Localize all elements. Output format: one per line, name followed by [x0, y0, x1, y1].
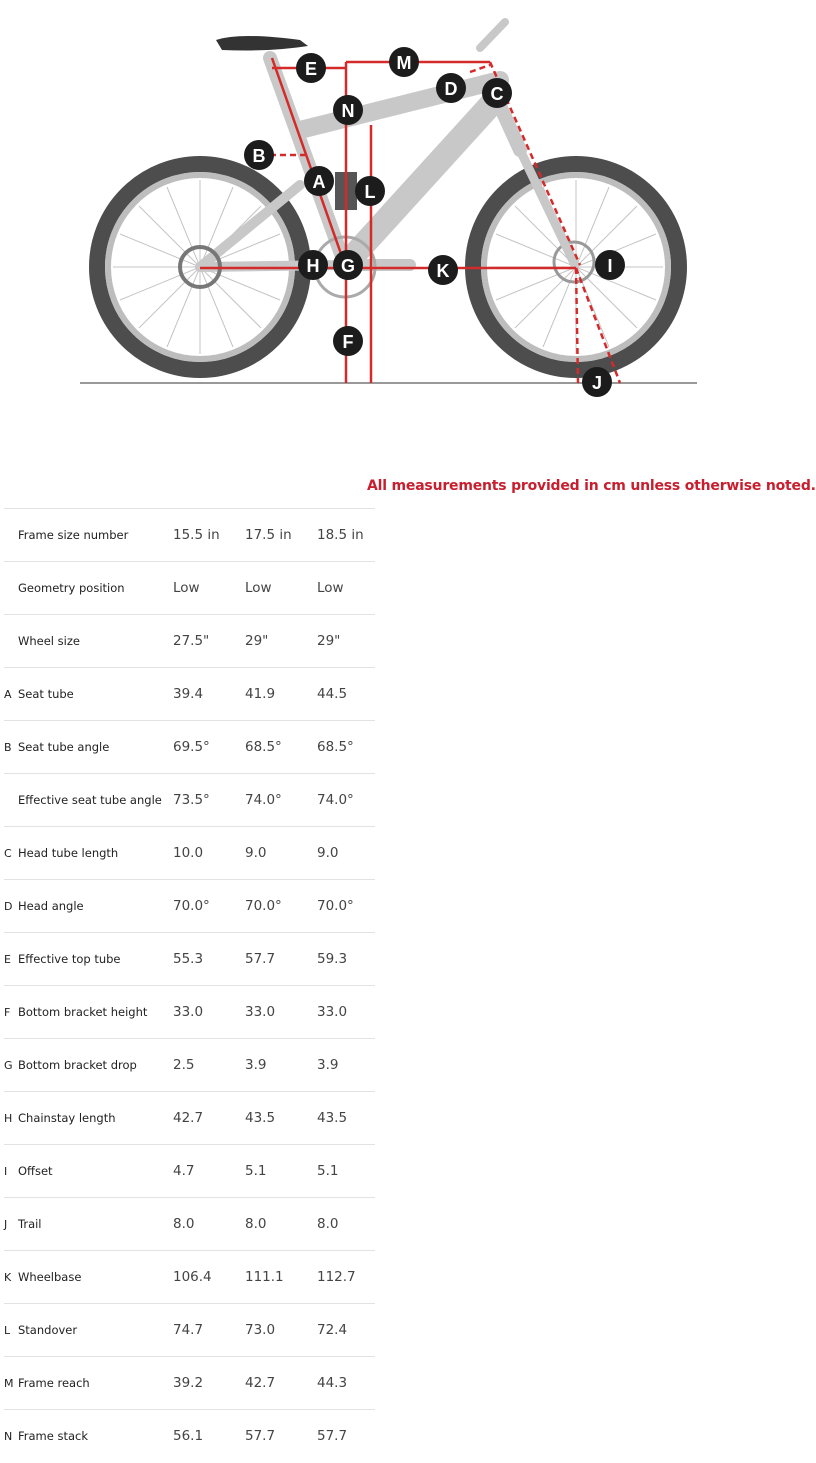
svg-text:B: B: [252, 146, 266, 166]
svg-text:C: C: [490, 84, 504, 104]
svg-text:D: D: [444, 79, 458, 99]
svg-text:I: I: [607, 256, 613, 276]
row-value: Low: [173, 562, 245, 615]
row-label: Seat tube: [18, 668, 173, 721]
row-value: 69.5°: [173, 721, 245, 774]
row-value: 5.1: [245, 1145, 317, 1198]
row-value: 3.9: [317, 1039, 375, 1092]
geometry-table: [4, 508, 375, 1463]
table-row: [4, 668, 375, 721]
row-value: 70.0°: [317, 880, 375, 933]
row-letter: K: [4, 1251, 18, 1304]
row-label: Offset: [18, 1145, 173, 1198]
row-value: 57.7: [317, 1410, 375, 1463]
row-value: 112.7: [317, 1251, 375, 1304]
row-value: 9.0: [317, 827, 375, 880]
row-label: Seat tube angle: [18, 721, 173, 774]
table-row: [4, 774, 375, 827]
marker-M: [389, 47, 419, 77]
row-letter: [4, 562, 18, 615]
row-label: Effective top tube: [18, 933, 173, 986]
table-row: [4, 1304, 375, 1357]
row-label: Head angle: [18, 880, 173, 933]
svg-text:A: A: [312, 172, 326, 192]
marker-J: [582, 367, 612, 397]
marker-H: [298, 250, 328, 280]
row-value: 33.0: [173, 986, 245, 1039]
marker-F: [333, 326, 363, 356]
row-value: 10.0: [173, 827, 245, 880]
row-value: 44.5: [317, 668, 375, 721]
svg-text:K: K: [436, 261, 450, 281]
marker-I: [595, 250, 625, 280]
table-row: [4, 562, 375, 615]
row-value: 72.4: [317, 1304, 375, 1357]
row-value: 57.7: [245, 933, 317, 986]
svg-text:F: F: [342, 332, 354, 352]
row-value: 33.0: [245, 986, 317, 1039]
svg-text:M: M: [396, 53, 412, 73]
row-label: Chainstay length: [18, 1092, 173, 1145]
row-label: Geometry position: [18, 562, 173, 615]
row-label: Wheel size: [18, 615, 173, 668]
marker-A: [304, 166, 334, 196]
table-row: [4, 1198, 375, 1251]
row-value: 43.5: [317, 1092, 375, 1145]
marker-G: [333, 250, 363, 280]
marker-B: [244, 140, 274, 170]
table-row: [4, 615, 375, 668]
row-letter: M: [4, 1357, 18, 1410]
row-value: Low: [245, 562, 317, 615]
row-value: 68.5°: [245, 721, 317, 774]
row-label: Frame reach: [18, 1357, 173, 1410]
table-row: [4, 509, 375, 562]
row-value: 74.0°: [317, 774, 375, 827]
row-label: Bottom bracket height: [18, 986, 173, 1039]
row-letter: I: [4, 1145, 18, 1198]
measurement-note: All measurements provided in cm unless otherwise noted.: [367, 478, 816, 494]
row-label: Effective seat tube angle: [18, 774, 173, 827]
table-row: [4, 1145, 375, 1198]
marker-E: [296, 53, 326, 83]
row-letter: H: [4, 1092, 18, 1145]
row-value: Low: [317, 562, 375, 615]
marker-N: [333, 95, 363, 125]
row-value: 5.1: [317, 1145, 375, 1198]
marker-L: [355, 176, 385, 206]
row-value: 43.5: [245, 1092, 317, 1145]
svg-text:J: J: [591, 373, 603, 393]
table-row: [4, 827, 375, 880]
row-value: 4.7: [173, 1145, 245, 1198]
svg-text:H: H: [306, 256, 320, 276]
row-value: 57.7: [245, 1410, 317, 1463]
row-label: Standover: [18, 1304, 173, 1357]
row-value: 42.7: [173, 1092, 245, 1145]
row-label: Frame stack: [18, 1410, 173, 1463]
row-letter: [4, 774, 18, 827]
marker-C: [482, 78, 512, 108]
row-label: Frame size number: [18, 509, 173, 562]
row-value: 33.0: [317, 986, 375, 1039]
table-row: [4, 1357, 375, 1410]
table-row: [4, 1039, 375, 1092]
row-value: 8.0: [173, 1198, 245, 1251]
row-value: 42.7: [245, 1357, 317, 1410]
table-row: [4, 933, 375, 986]
row-label: Trail: [18, 1198, 173, 1251]
row-letter: F: [4, 986, 18, 1039]
row-value: 44.3: [317, 1357, 375, 1410]
row-value: 3.9: [245, 1039, 317, 1092]
row-value: 74.7: [173, 1304, 245, 1357]
table-row: [4, 721, 375, 774]
svg-text:N: N: [341, 101, 355, 121]
row-label: Bottom bracket drop: [18, 1039, 173, 1092]
row-value: 41.9: [245, 668, 317, 721]
row-letter: B: [4, 721, 18, 774]
row-value: 74.0°: [245, 774, 317, 827]
row-value: 106.4: [173, 1251, 245, 1304]
row-value: 55.3: [173, 933, 245, 986]
row-value: 29": [245, 615, 317, 668]
row-letter: A: [4, 668, 18, 721]
row-value: 27.5": [173, 615, 245, 668]
table-row: [4, 1092, 375, 1145]
row-value: 18.5 in: [317, 509, 375, 562]
row-value: 15.5 in: [173, 509, 245, 562]
row-value: 111.1: [245, 1251, 317, 1304]
row-label: Wheelbase: [18, 1251, 173, 1304]
row-value: 56.1: [173, 1410, 245, 1463]
marker-D: [436, 73, 466, 103]
row-value: 9.0: [245, 827, 317, 880]
row-letter: N: [4, 1410, 18, 1463]
row-value: 17.5 in: [245, 509, 317, 562]
table-row: [4, 986, 375, 1039]
row-value: 8.0: [317, 1198, 375, 1251]
row-letter: D: [4, 880, 18, 933]
row-value: 29": [317, 615, 375, 668]
bike-geometry-diagram: [0, 0, 764, 420]
row-letter: J: [4, 1198, 18, 1251]
row-letter: G: [4, 1039, 18, 1092]
row-letter: E: [4, 933, 18, 986]
row-letter: [4, 615, 18, 668]
table-row: [4, 880, 375, 933]
marker-K: [428, 255, 458, 285]
row-value: 73.0: [245, 1304, 317, 1357]
row-label: Head tube length: [18, 827, 173, 880]
row-value: 73.5°: [173, 774, 245, 827]
svg-text:G: G: [340, 256, 356, 276]
row-value: 59.3: [317, 933, 375, 986]
table-row: [4, 1251, 375, 1304]
row-letter: L: [4, 1304, 18, 1357]
row-value: 70.0°: [245, 880, 317, 933]
svg-text:E: E: [304, 59, 318, 79]
row-letter: [4, 509, 18, 562]
row-value: 8.0: [245, 1198, 317, 1251]
row-value: 2.5: [173, 1039, 245, 1092]
row-value: 39.4: [173, 668, 245, 721]
svg-text:L: L: [364, 182, 376, 202]
saddle: [216, 36, 308, 51]
row-value: 39.2: [173, 1357, 245, 1410]
row-letter: C: [4, 827, 18, 880]
row-value: 70.0°: [173, 880, 245, 933]
row-value: 68.5°: [317, 721, 375, 774]
table-row: [4, 1410, 375, 1463]
